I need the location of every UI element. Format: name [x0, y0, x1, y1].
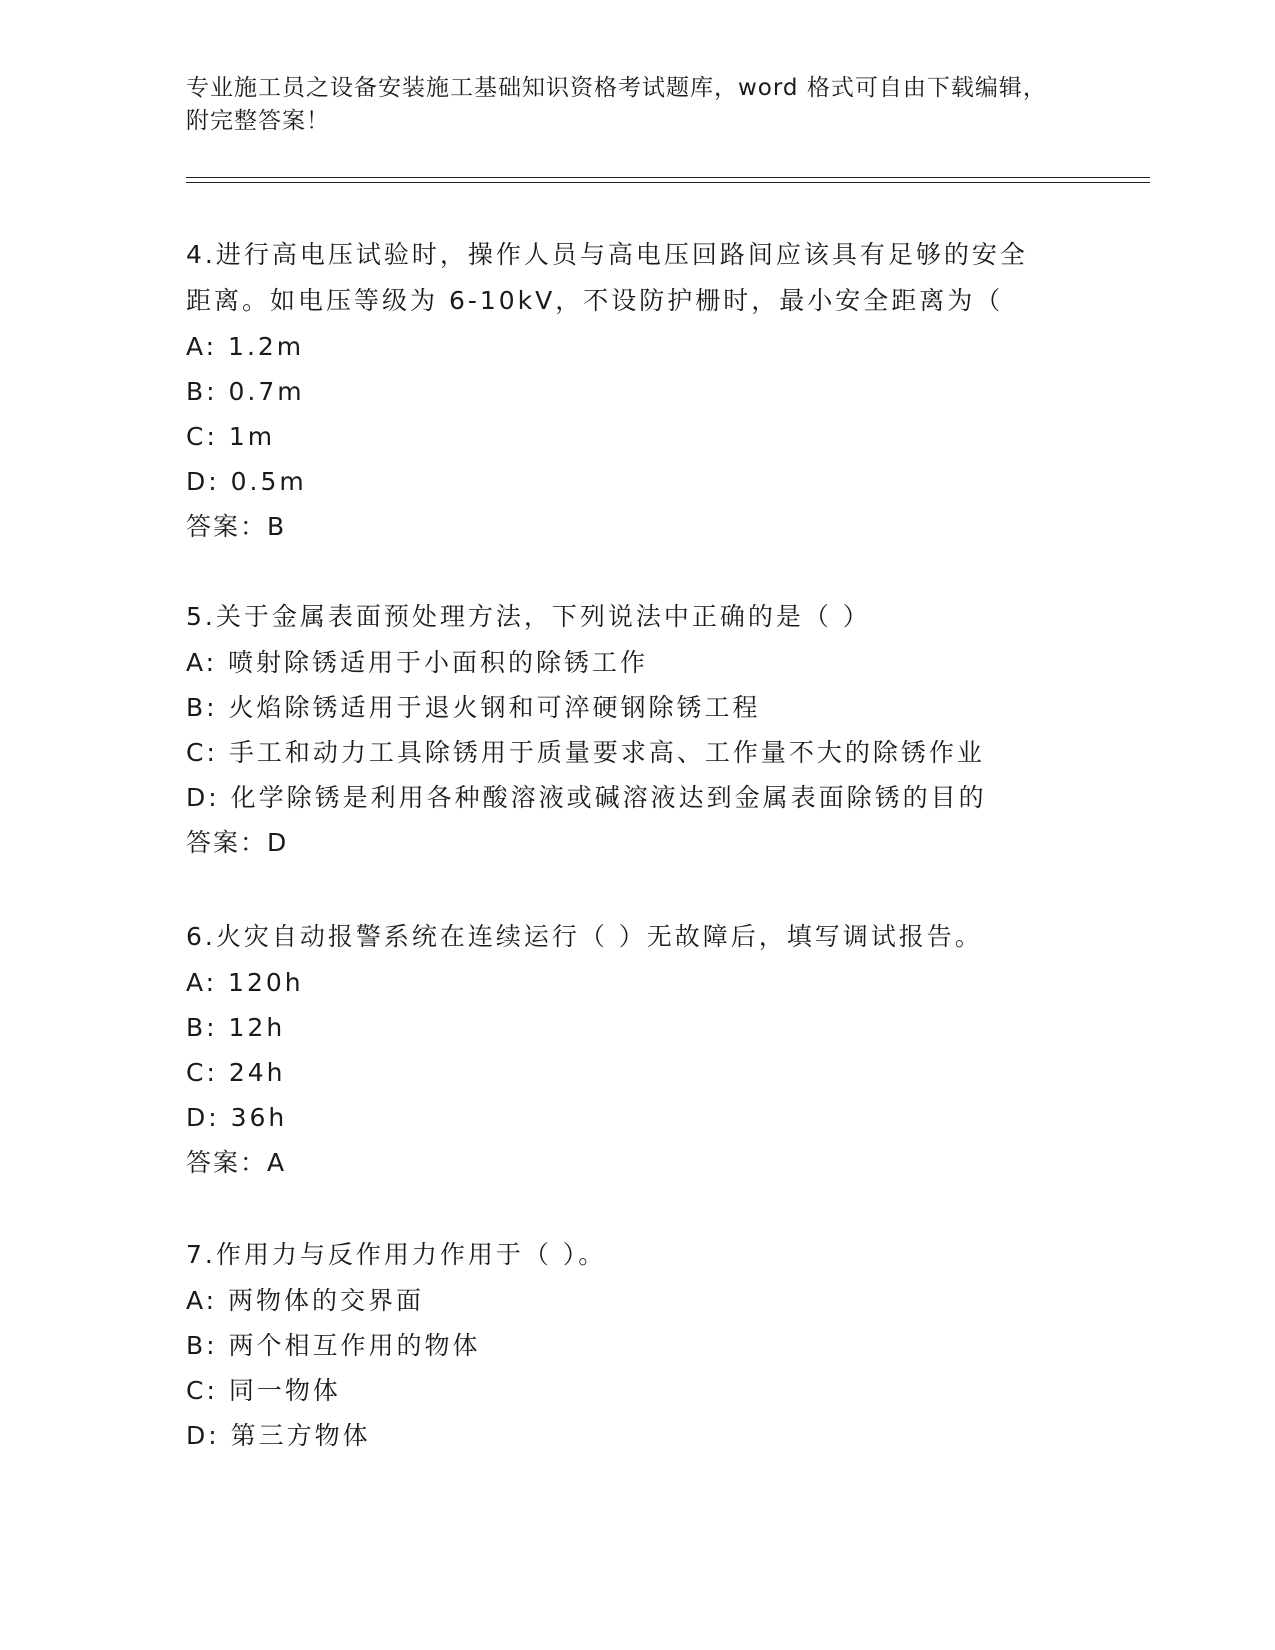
- option-b: B: 12h: [186, 1013, 286, 1042]
- question-stem-line: 7.作用力与反作用力作用于（ ）。: [186, 1240, 607, 1269]
- question-stem-line: 4.进行高电压试验时，操作人员与高电压回路间应该具有足够的安全: [186, 240, 1028, 269]
- document-header: [186, 72, 1086, 138]
- option-c: C: 手工和动力工具除锈用于质量要求高、工作量不大的除锈作业: [186, 738, 985, 767]
- option-b: B: 火焰除锈适用于退火钢和可淬硬钢除锈工程: [186, 693, 761, 722]
- question-stem-line: 5.关于金属表面预处理方法，下列说法中正确的是（ ）: [186, 602, 871, 631]
- question-7: [186, 1232, 1086, 1458]
- answer: 答案：D: [186, 828, 289, 857]
- option-c: C: 24h: [186, 1058, 286, 1087]
- question-4: [186, 232, 1086, 549]
- option-d: D: 0.5m: [186, 467, 307, 496]
- option-a: A: 120h: [186, 968, 304, 997]
- question-6: [186, 914, 1086, 1185]
- header-divider-top: [186, 177, 1150, 178]
- answer: 答案：A: [186, 1148, 287, 1177]
- option-a: A: 两物体的交界面: [186, 1286, 425, 1315]
- question-stem-line: 6.火灾自动报警系统在连续运行（ ）无故障后，填写调试报告。: [186, 922, 983, 951]
- option-a: A: 1.2m: [186, 332, 305, 361]
- option-b: B: 0.7m: [186, 377, 305, 406]
- option-d: D: 第三方物体: [186, 1421, 371, 1450]
- option-d: D: 化学除锈是利用各种酸溶液或碱溶液达到金属表面除锈的目的: [186, 783, 987, 812]
- option-c: C: 1m: [186, 422, 276, 451]
- question-5: [186, 594, 1086, 865]
- question-stem-line: 距离。如电压等级为 6-10kV，不设防护栅时，最小安全距离为（: [186, 286, 1004, 315]
- answer: 答案：B: [186, 512, 287, 541]
- header-divider-bottom: [186, 182, 1150, 183]
- option-d: D: 36h: [186, 1103, 288, 1132]
- header-line-1: 专业施工员之设备安装施工基础知识资格考试题库，word 格式可自由下载编辑，: [186, 75, 1047, 101]
- header-line-2: 附完整答案！: [186, 108, 330, 134]
- option-a: A: 喷射除锈适用于小面积的除锈工作: [186, 648, 649, 677]
- option-b: B: 两个相互作用的物体: [186, 1331, 481, 1360]
- option-c: C: 同一物体: [186, 1376, 341, 1405]
